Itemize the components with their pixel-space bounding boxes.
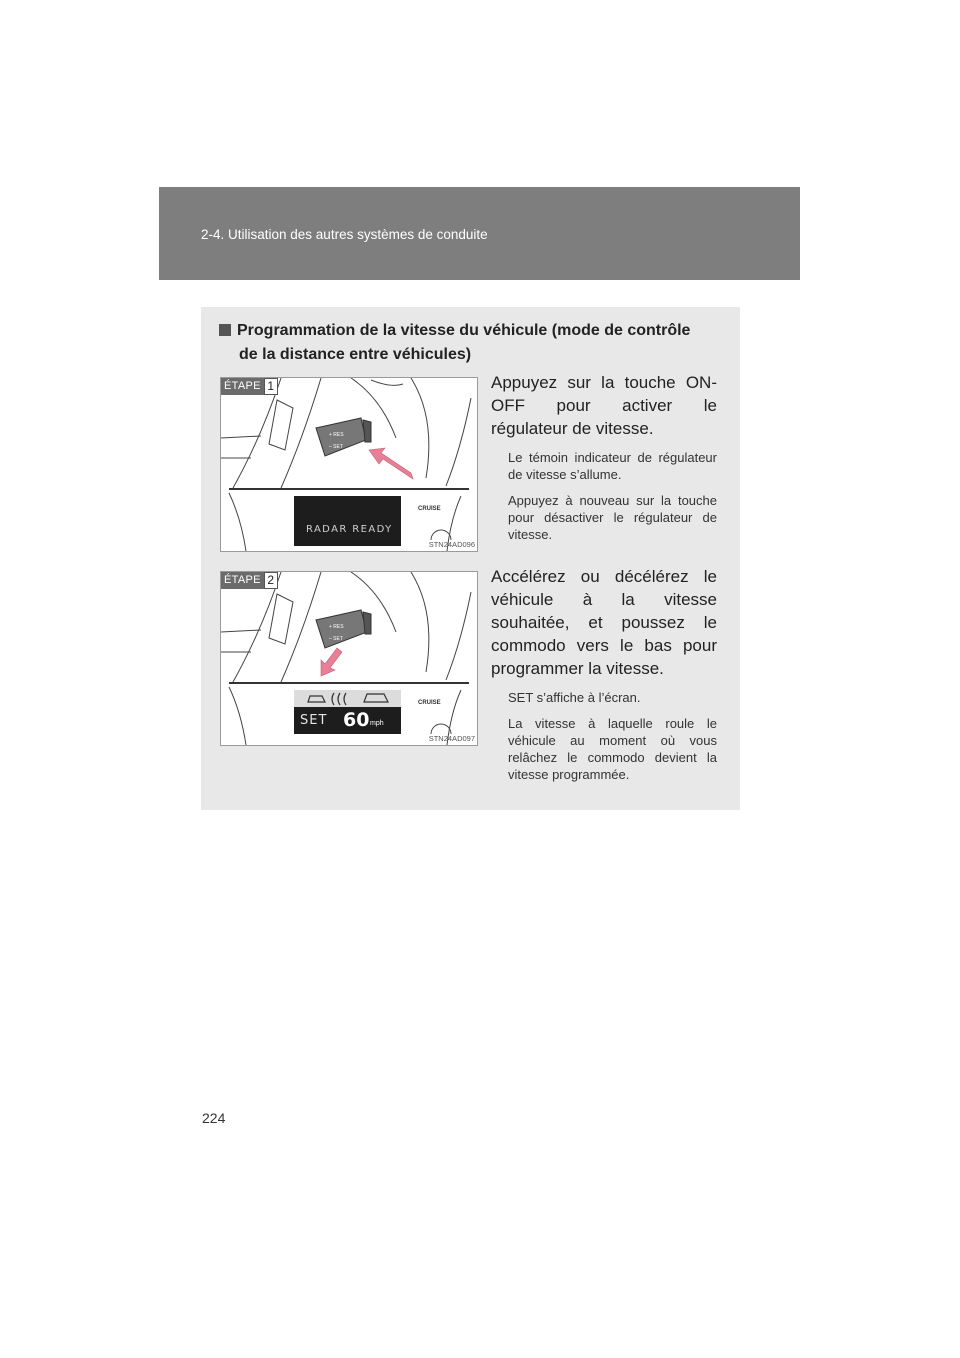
step1-note-2: Appuyez à nouveau sur la touche pour désactiver le régulateur de vitesse. bbox=[508, 493, 717, 542]
step2-display-speed: 60 bbox=[343, 709, 370, 731]
step2-note-2: La vitesse à laquelle roule le véhicule au moment où vous relâchez le commodo devient la vitesse programmée. bbox=[508, 716, 717, 782]
step2-note-1: SET s’affiche à l’écran. bbox=[508, 690, 641, 705]
svg-text:– SET: – SET bbox=[329, 444, 343, 450]
step1-display-screen bbox=[294, 496, 401, 546]
step2-badge bbox=[221, 572, 278, 589]
section-heading bbox=[219, 319, 719, 367]
step2-badge-number: 2 bbox=[264, 572, 278, 589]
chapter-header bbox=[159, 187, 800, 280]
step2-main-text: Accélérez ou décélérez le véhicule à la vitesse souhaitée, et poussez le commodo vers le bas pour programmer la vitesse. bbox=[491, 567, 717, 678]
step2-cruise-indicator: CRUISE bbox=[418, 700, 441, 706]
step1-figure bbox=[220, 377, 478, 552]
step1-cruise-indicator: CRUISE bbox=[418, 506, 441, 512]
svg-text:+ RES: + RES bbox=[329, 624, 344, 630]
step1-badge-number: 1 bbox=[264, 378, 278, 395]
content-panel bbox=[201, 307, 740, 810]
step2-display-unit: mph bbox=[370, 720, 384, 727]
step1-main-text: Appuyez sur la touche ON-OFF pour activer le régulateur de vitesse. bbox=[491, 373, 717, 438]
chapter-title: 2-4. Utilisation des autres systèmes de conduite bbox=[201, 227, 488, 242]
step1-figure-code: STN24AD096 bbox=[428, 540, 475, 549]
bullet-square-icon bbox=[219, 324, 231, 336]
section-heading-line1: Programmation de la vitesse du véhicule (mode de contrôle bbox=[237, 322, 691, 339]
step2-figure-code: STN24AD097 bbox=[428, 734, 475, 743]
press-arrow-icon bbox=[369, 448, 413, 479]
step2-figure bbox=[220, 571, 478, 746]
step2-text-block bbox=[491, 565, 717, 783]
step2-badge-word: ÉTAPE bbox=[221, 572, 264, 589]
step2-display-set: SET bbox=[300, 713, 328, 728]
step1-badge-word: ÉTAPE bbox=[221, 378, 264, 395]
step2-display-screen bbox=[294, 690, 401, 734]
svg-text:+ RES: + RES bbox=[329, 432, 344, 438]
step1-note-1: Le témoin indicateur de régulateur de vitesse s’allume. bbox=[508, 450, 717, 482]
push-down-arrow-icon bbox=[321, 648, 342, 676]
page-number: 224 bbox=[202, 1110, 226, 1126]
vehicle-distance-icon bbox=[294, 690, 401, 707]
section-heading-line2: de la distance entre véhicules) bbox=[239, 346, 472, 363]
step1-display-text: RADAR READY bbox=[306, 524, 393, 535]
step1-badge bbox=[221, 378, 278, 395]
svg-text:– SET: – SET bbox=[329, 636, 343, 642]
step1-text-block bbox=[491, 371, 717, 543]
